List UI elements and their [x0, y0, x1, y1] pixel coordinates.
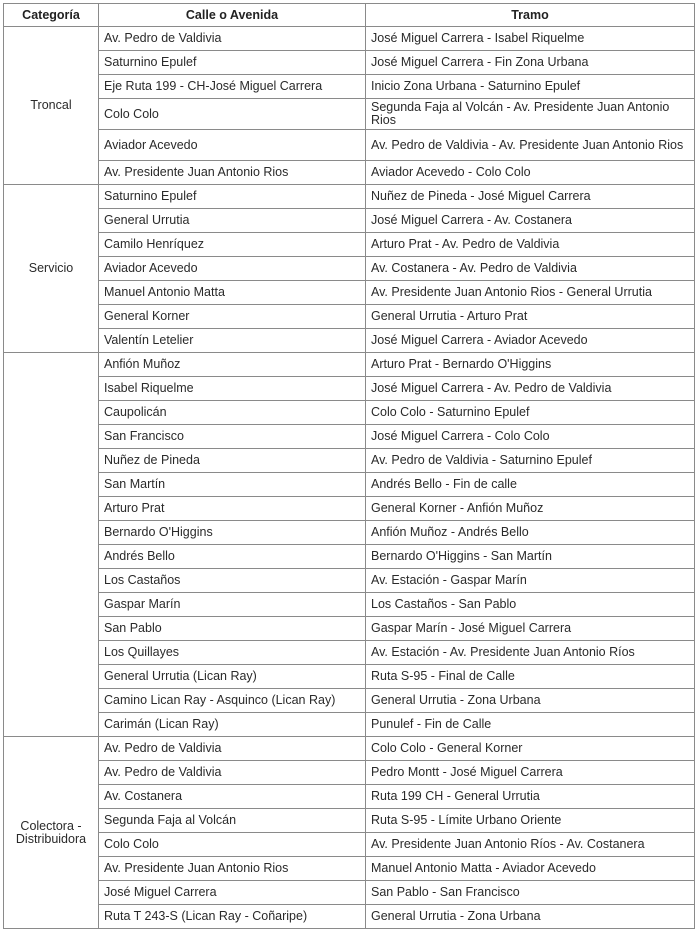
table-row [4, 881, 695, 905]
partial-divider [3, 352, 51, 353]
section-cell: San Pablo - San Francisco [366, 881, 695, 905]
street-cell: Valentín Letelier [99, 329, 366, 353]
street-cell: Manuel Antonio Matta [99, 281, 366, 305]
section-cell: Av. Estación - Gaspar Marín [366, 569, 695, 593]
street-cell: Av. Costanera [99, 785, 366, 809]
street-cell: Camino Lican Ray - Asquinco (Lican Ray) [99, 689, 366, 713]
table-row [4, 75, 695, 99]
section-cell: Arturo Prat - Av. Pedro de Valdivia [366, 233, 695, 257]
table-row [4, 833, 695, 857]
street-cell: Av. Presidente Juan Antonio Rios [99, 857, 366, 881]
table-row [4, 689, 695, 713]
street-cell: Av. Pedro de Valdivia [99, 761, 366, 785]
street-cell: Aviador Acevedo [99, 130, 366, 161]
section-cell: Ruta S-95 - Final de Calle [366, 665, 695, 689]
table-row [4, 425, 695, 449]
table-row [4, 377, 695, 401]
header-row [4, 4, 695, 27]
section-cell: General Urrutia - Zona Urbana [366, 689, 695, 713]
street-cell: General Urrutia (Lican Ray) [99, 665, 366, 689]
table-row [4, 809, 695, 833]
section-cell: Arturo Prat - Bernardo O'Higgins [366, 353, 695, 377]
table-row [4, 51, 695, 75]
section-cell: Colo Colo - Saturnino Epulef [366, 401, 695, 425]
street-cell: Anfión Muñoz [99, 353, 366, 377]
street-cell: Los Quillayes [99, 641, 366, 665]
section-cell: Av. Costanera - Av. Pedro de Valdivia [366, 257, 695, 281]
category-cell: Troncal [4, 27, 99, 185]
section-cell: Gaspar Marín - José Miguel Carrera [366, 617, 695, 641]
section-cell: Av. Pedro de Valdivia - Av. Presidente Juan Antonio Rios [366, 130, 695, 161]
table-body [4, 27, 695, 929]
street-cell: Ruta T 243-S (Lican Ray - Coñaripe) [99, 905, 366, 929]
table-row [4, 497, 695, 521]
section-cell: Bernardo O'Higgins - San Martín [366, 545, 695, 569]
section-cell: Av. Presidente Juan Antonio Ríos - Av. Costanera [366, 833, 695, 857]
table-row [4, 785, 695, 809]
street-cell: Andrés Bello [99, 545, 366, 569]
table-row [4, 737, 695, 761]
section-cell: Av. Estación - Av. Presidente Juan Antonio Ríos [366, 641, 695, 665]
section-cell: Ruta S-95 - Límite Urbano Oriente [366, 809, 695, 833]
table-row [4, 449, 695, 473]
street-cell: Eje Ruta 199 - CH-José Miguel Carrera [99, 75, 366, 99]
table-row [4, 665, 695, 689]
roads-table [3, 3, 695, 929]
header-street: Calle o Avenida [99, 4, 366, 27]
street-cell: Colo Colo [99, 99, 366, 130]
street-cell: Carimán (Lican Ray) [99, 713, 366, 737]
section-cell: Manuel Antonio Matta - Aviador Acevedo [366, 857, 695, 881]
table-row [4, 713, 695, 737]
table-row [4, 257, 695, 281]
table-row [4, 569, 695, 593]
category-cell: Servicio [4, 185, 99, 353]
street-cell: Gaspar Marín [99, 593, 366, 617]
header-section: Tramo [366, 4, 695, 27]
section-cell: José Miguel Carrera - Av. Costanera [366, 209, 695, 233]
section-cell: Anfión Muñoz - Andrés Bello [366, 521, 695, 545]
table-row [4, 209, 695, 233]
street-cell: Av. Pedro de Valdivia [99, 27, 366, 51]
street-cell: Nuñez de Pineda [99, 449, 366, 473]
category-cell: Colectora - Distribuidora [4, 737, 99, 929]
table-row [4, 545, 695, 569]
street-cell: Segunda Faja al Volcán [99, 809, 366, 833]
street-cell: Caupolicán [99, 401, 366, 425]
category-cell [4, 353, 99, 737]
table-row [4, 353, 695, 377]
table-row [4, 905, 695, 929]
street-cell: Av. Presidente Juan Antonio Rios [99, 161, 366, 185]
street-cell: Saturnino Epulef [99, 185, 366, 209]
street-cell: José Miguel Carrera [99, 881, 366, 905]
table-row [4, 521, 695, 545]
street-cell: General Urrutia [99, 209, 366, 233]
street-cell: Camilo Henríquez [99, 233, 366, 257]
section-cell: Ruta 199 CH - General Urrutia [366, 785, 695, 809]
table-row [4, 281, 695, 305]
section-cell: Los Castaños - San Pablo [366, 593, 695, 617]
section-cell: Aviador Acevedo - Colo Colo [366, 161, 695, 185]
street-cell: San Pablo [99, 617, 366, 641]
table-row [4, 305, 695, 329]
table-row [4, 401, 695, 425]
street-cell: Av. Pedro de Valdivia [99, 737, 366, 761]
street-cell: San Martín [99, 473, 366, 497]
table-row [4, 761, 695, 785]
street-cell: Los Castaños [99, 569, 366, 593]
table-row [4, 329, 695, 353]
table-row [4, 130, 695, 161]
section-cell: Nuñez de Pineda - José Miguel Carrera [366, 185, 695, 209]
street-cell: General Korner [99, 305, 366, 329]
table-row [4, 473, 695, 497]
section-cell: José Miguel Carrera - Av. Pedro de Valdivia [366, 377, 695, 401]
section-cell: José Miguel Carrera - Fin Zona Urbana [366, 51, 695, 75]
table-row [4, 857, 695, 881]
street-cell: Bernardo O'Higgins [99, 521, 366, 545]
table-row [4, 617, 695, 641]
table-row [4, 593, 695, 617]
street-cell: Arturo Prat [99, 497, 366, 521]
header-category: Categoría [4, 4, 99, 27]
street-cell: Colo Colo [99, 833, 366, 857]
section-cell: Segunda Faja al Volcán - Av. Presidente Juan Antonio Rios [366, 99, 695, 130]
section-cell: Pedro Montt - José Miguel Carrera [366, 761, 695, 785]
section-cell: General Urrutia - Arturo Prat [366, 305, 695, 329]
section-cell: José Miguel Carrera - Isabel Riquelme [366, 27, 695, 51]
section-cell: Av. Presidente Juan Antonio Rios - General Urrutia [366, 281, 695, 305]
street-cell: San Francisco [99, 425, 366, 449]
street-cell: Saturnino Epulef [99, 51, 366, 75]
table-row [4, 641, 695, 665]
section-cell: General Urrutia - Zona Urbana [366, 905, 695, 929]
section-cell: José Miguel Carrera - Aviador Acevedo [366, 329, 695, 353]
table-row [4, 99, 695, 130]
table-row [4, 27, 695, 51]
section-cell: Punulef - Fin de Calle [366, 713, 695, 737]
section-cell: José Miguel Carrera - Colo Colo [366, 425, 695, 449]
table-row [4, 233, 695, 257]
section-cell: Colo Colo - General Korner [366, 737, 695, 761]
section-cell: Andrés Bello - Fin de calle [366, 473, 695, 497]
section-cell: Av. Pedro de Valdivia - Saturnino Epulef [366, 449, 695, 473]
section-cell: Inicio Zona Urbana - Saturnino Epulef [366, 75, 695, 99]
street-cell: Aviador Acevedo [99, 257, 366, 281]
table-row [4, 185, 695, 209]
street-cell: Isabel Riquelme [99, 377, 366, 401]
table-row [4, 161, 695, 185]
section-cell: General Korner - Anfión Muñoz [366, 497, 695, 521]
